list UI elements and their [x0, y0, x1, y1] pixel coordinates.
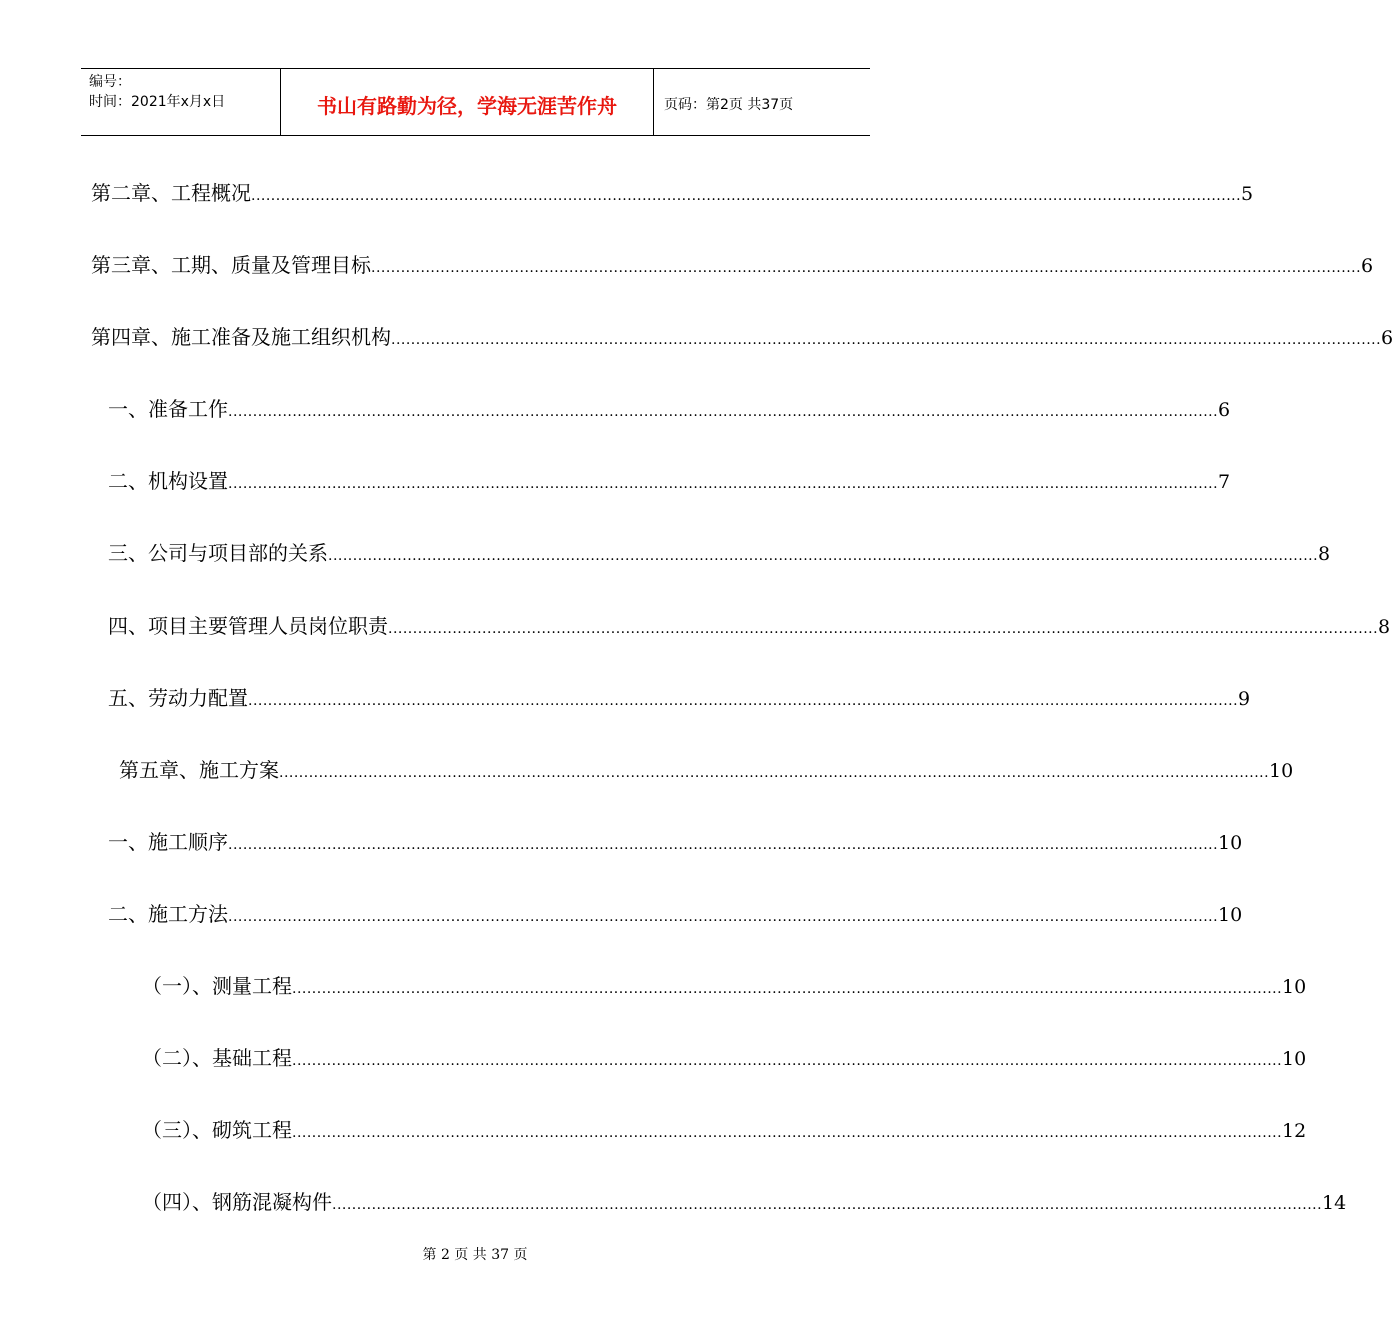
toc-entry-page: 6 [1218, 399, 1231, 421]
toc-entry[interactable] [108, 611, 1391, 641]
toc-entry[interactable] [108, 827, 1243, 857]
toc-entry-title: 第四章、施工准备及施工组织机构 [91, 325, 391, 349]
toc-entry-title: 三、公司与项目部的关系 [108, 541, 328, 565]
toc-entry-page: 10 [1269, 760, 1294, 782]
toc-leader-dots: ........................................................................................................................................................................................................ [292, 1125, 1283, 1141]
number-label: 编号： [89, 74, 131, 90]
toc-entry-title: （二）、基础工程 [142, 1046, 292, 1070]
toc-entry[interactable] [91, 178, 1254, 208]
toc-entry-title: 二、机构设置 [108, 469, 228, 493]
toc-leader-dots: ........................................................................................................................................................................................................ [279, 765, 1270, 781]
toc-entry-page: 10 [1282, 976, 1307, 998]
toc-leader-dots: ........................................................................................................................................................................................................ [228, 404, 1219, 420]
toc-leader-dots: ........................................................................................................................................................................................................ [391, 332, 1382, 348]
toc-entry[interactable] [108, 899, 1243, 929]
toc-entry-page: 6 [1361, 255, 1374, 277]
toc-entry[interactable] [142, 1187, 1347, 1217]
toc-entry-title: 第二章、工程概况 [91, 181, 251, 205]
toc-leader-dots: ........................................................................................................................................................................................................ [228, 476, 1219, 492]
toc-entry-page: 7 [1218, 471, 1231, 493]
toc-entry-page: 12 [1282, 1120, 1307, 1142]
toc-entry-page: 10 [1218, 904, 1243, 926]
toc-leader-dots: ........................................................................................................................................................................................................ [371, 260, 1362, 276]
toc-entry-page: 5 [1241, 183, 1254, 205]
toc-leader-dots: ........................................................................................................................................................................................................ [328, 548, 1319, 564]
toc-leader-dots: ........................................................................................................................................................................................................ [332, 1197, 1323, 1213]
toc-entry[interactable] [91, 250, 1374, 280]
toc-entry-page: 14 [1322, 1192, 1347, 1214]
toc-entry-title: 二、施工方法 [108, 902, 228, 926]
toc-entry[interactable] [142, 1115, 1307, 1145]
toc-entry-page: 8 [1378, 616, 1391, 638]
toc-entry-title: 一、准备工作 [108, 397, 228, 421]
toc-entry[interactable] [108, 683, 1251, 713]
toc-entry-title: 第五章、施工方案 [119, 758, 279, 782]
toc-leader-dots: ........................................................................................................................................................................................................ [251, 188, 1242, 204]
toc-entry[interactable] [142, 971, 1307, 1001]
toc-entry[interactable] [108, 538, 1331, 568]
toc-entry-title: （三）、砌筑工程 [142, 1118, 292, 1142]
toc-entry[interactable] [108, 466, 1231, 496]
toc-leader-dots: ........................................................................................................................................................................................................ [388, 621, 1379, 637]
header-page-info: 页码：第2页 共37页 [664, 97, 794, 113]
time-label: 时间：2021年x月x日 [89, 94, 226, 110]
toc-entry-page: 9 [1238, 688, 1251, 710]
toc-leader-dots: ........................................................................................................................................................................................................ [228, 837, 1219, 853]
page-footer: 第 2 页 共 37 页 [422, 1247, 528, 1263]
header-meta-cell [81, 69, 281, 135]
toc-entry-title: 五、劳动力配置 [108, 686, 248, 710]
toc-leader-dots: ........................................................................................................................................................................................................ [228, 909, 1219, 925]
toc-entry[interactable] [119, 755, 1294, 785]
toc-entry-page: 8 [1318, 543, 1331, 565]
document-header [81, 68, 870, 136]
toc-leader-dots: ........................................................................................................................................................................................................ [248, 693, 1239, 709]
toc-entry-title: 四、项目主要管理人员岗位职责 [108, 614, 388, 638]
header-motto: 书山有路勤为径，学海无涯苦作舟 [281, 69, 654, 135]
toc-entry-page: 10 [1282, 1048, 1307, 1070]
toc-entry-title: 第三章、工期、质量及管理目标 [91, 253, 371, 277]
toc-entry-page: 6 [1381, 327, 1393, 349]
toc-leader-dots: ........................................................................................................................................................................................................ [292, 1053, 1283, 1069]
toc-entry-title: （四）、钢筋混凝构件 [142, 1190, 332, 1214]
toc-entry[interactable] [142, 1043, 1307, 1073]
toc-entry-page: 10 [1218, 832, 1243, 854]
toc-entry-title: （一）、测量工程 [142, 974, 292, 998]
toc-entry[interactable] [91, 322, 1393, 352]
toc-entry-title: 一、施工顺序 [108, 830, 228, 854]
toc-leader-dots: ........................................................................................................................................................................................................ [292, 981, 1283, 997]
toc-entry[interactable] [108, 394, 1231, 424]
